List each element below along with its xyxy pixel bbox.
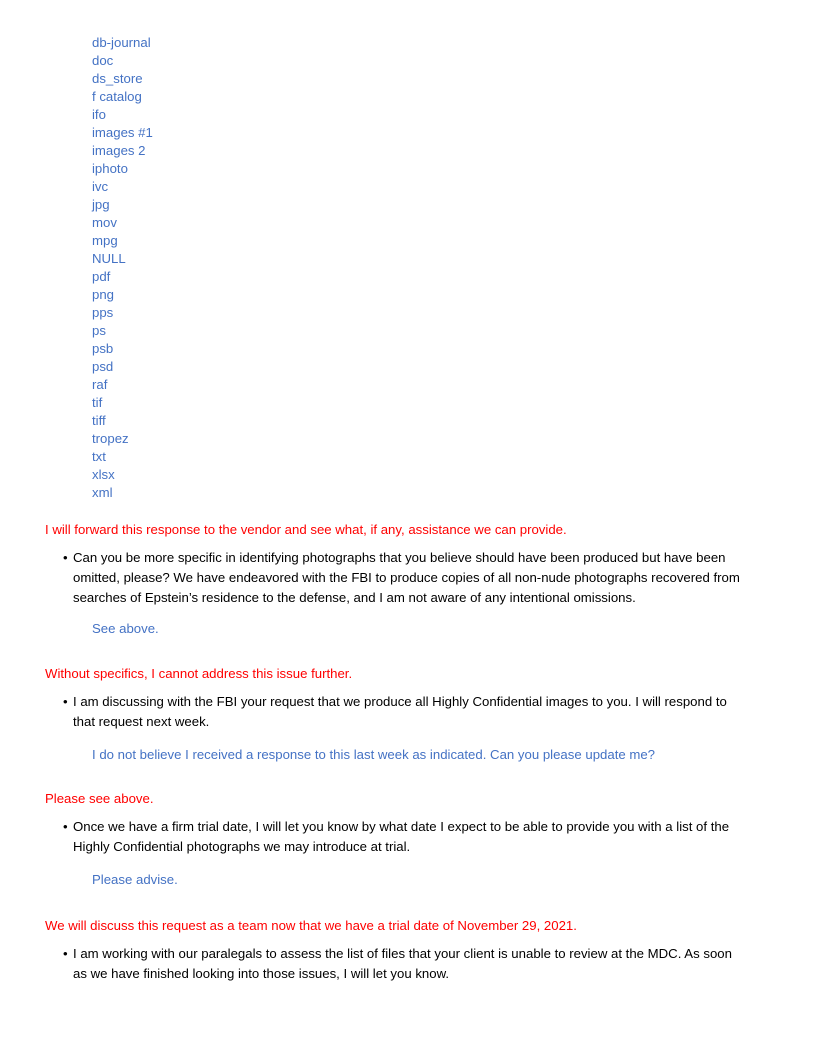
list-item: tiff bbox=[92, 413, 106, 428]
list-item: xml bbox=[92, 485, 113, 500]
list-item: ifo bbox=[92, 107, 106, 122]
list-item: ivc bbox=[92, 179, 109, 194]
bullet-icon: • bbox=[63, 550, 68, 565]
list-item: mov bbox=[92, 215, 117, 230]
bullet-line: I am discussing with the FBI your request that we produce all Highly Confidential images to you. I will respond to bbox=[73, 694, 727, 709]
bullet-line: Can you be more specific in identifying photographs that you believe should have been produced but have been bbox=[73, 550, 726, 565]
list-item: png bbox=[92, 287, 115, 302]
government-reply-2: Without specifics, I cannot address this issue further. bbox=[45, 666, 353, 681]
bullet-item-trial-date bbox=[63, 817, 783, 857]
list-item: NULL bbox=[92, 251, 126, 266]
bullet-line: Highly Confidential photographs we may introduce at trial. bbox=[73, 839, 411, 854]
list-item: psb bbox=[92, 341, 114, 356]
government-reply-3: Please see above. bbox=[45, 791, 154, 806]
bullet-line: I am working with our paralegals to assess the list of files that your client is unable to review at the MDC. As soon bbox=[73, 946, 732, 961]
list-item: f catalog bbox=[92, 89, 142, 104]
defense-reply-3: Please advise. bbox=[92, 872, 178, 887]
list-item: iphoto bbox=[92, 161, 128, 176]
bullet-item-photographs bbox=[63, 548, 783, 608]
list-item: tif bbox=[92, 395, 103, 410]
list-item: pps bbox=[92, 305, 114, 320]
list-item: doc bbox=[92, 53, 114, 68]
defense-reply-1: See above. bbox=[92, 621, 159, 636]
list-item: tropez bbox=[92, 431, 129, 446]
bullet-line: Once we have a firm trial date, I will let you know by what date I expect to be able to provide you with a list of the bbox=[73, 819, 730, 834]
defense-reply-2: I do not believe I received a response to this last week as indicated. Can you please update me? bbox=[92, 747, 656, 762]
list-item: images 2 bbox=[92, 143, 146, 158]
list-item: jpg bbox=[92, 197, 110, 212]
bullet-icon: • bbox=[63, 819, 68, 834]
list-item: ps bbox=[92, 323, 106, 338]
bullet-line: searches of Epstein’s residence to the defense, and I am not aware of any intentional omissions. bbox=[73, 590, 636, 605]
bullet-line: that request next week. bbox=[73, 714, 210, 729]
list-item: db-journal bbox=[92, 35, 151, 50]
bullet-item-paralegals bbox=[63, 944, 783, 984]
bullet-item-highly-confidential-images bbox=[63, 692, 783, 732]
list-item: mpg bbox=[92, 233, 118, 248]
list-item: xlsx bbox=[92, 467, 115, 482]
list-item: raf bbox=[92, 377, 108, 392]
list-item: txt bbox=[92, 449, 106, 464]
bullet-icon: • bbox=[63, 946, 68, 961]
list-item: images #1 bbox=[92, 125, 153, 140]
bullet-line: as we have finished looking into those issues, I will let you know. bbox=[73, 966, 450, 981]
list-item: ds_store bbox=[92, 71, 143, 86]
file-extension-list bbox=[92, 34, 153, 502]
list-item: psd bbox=[92, 359, 114, 374]
government-reply-1: I will forward this response to the vendor and see what, if any, assistance we can provide. bbox=[45, 522, 567, 537]
bullet-line: omitted, please? We have endeavored with the FBI to produce copies of all non-nude photographs recovered from bbox=[73, 570, 740, 585]
bullet-icon: • bbox=[63, 694, 68, 709]
list-item: pdf bbox=[92, 269, 111, 284]
government-reply-4: We will discuss this request as a team now that we have a trial date of November 29, 2021. bbox=[45, 918, 577, 933]
